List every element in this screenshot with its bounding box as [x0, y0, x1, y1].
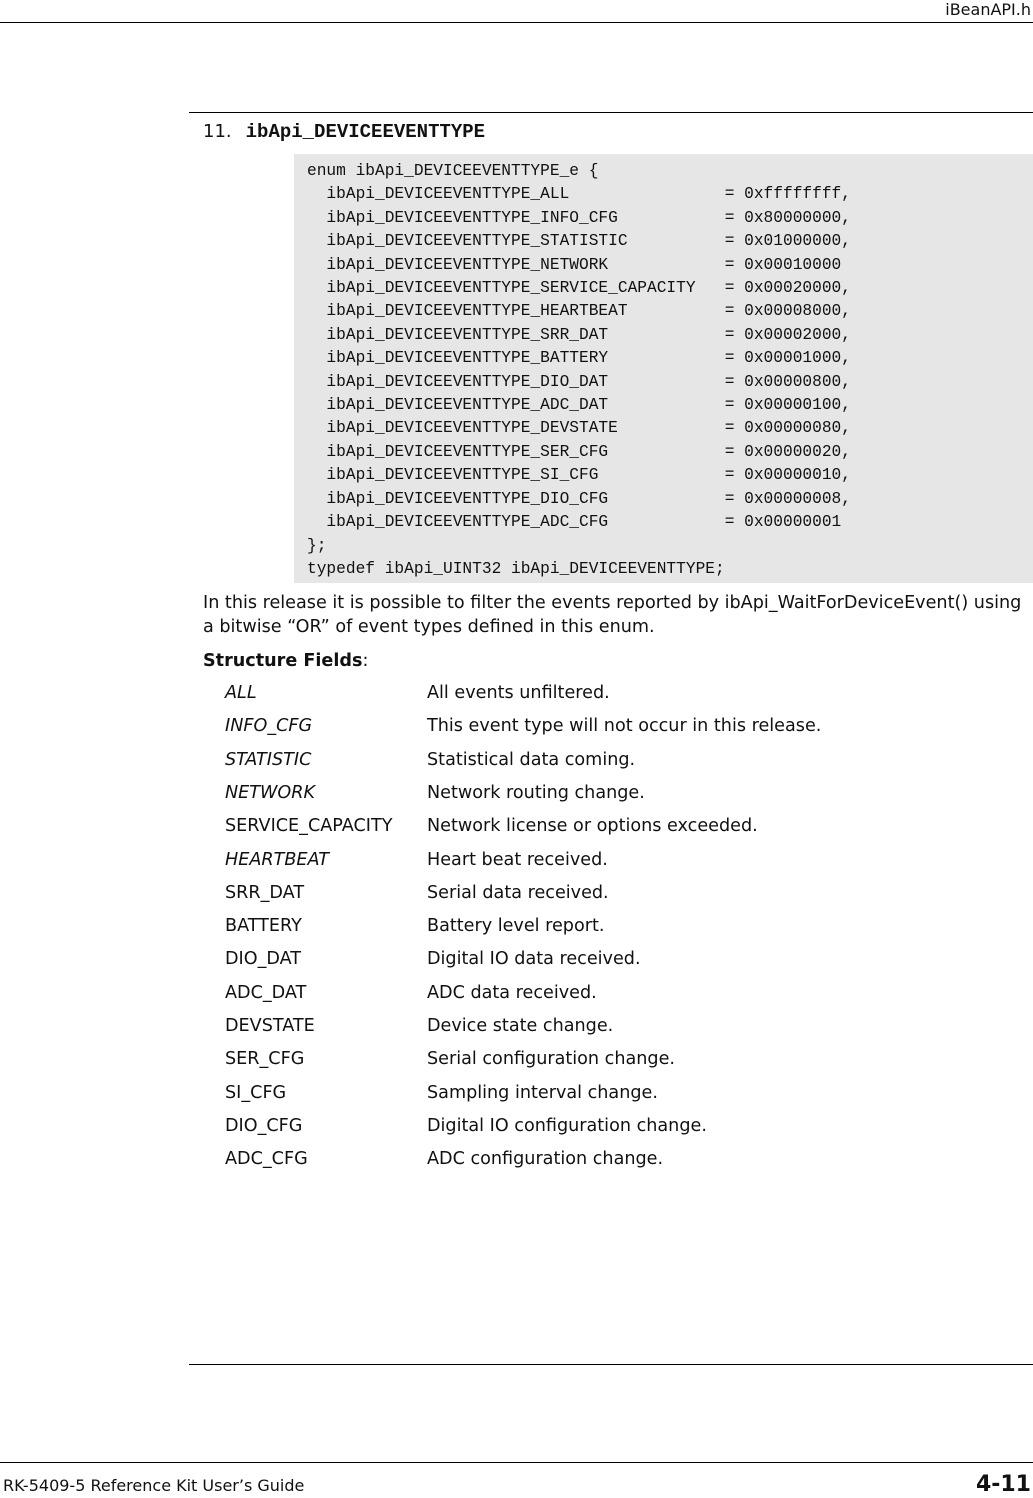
field-description: ADC data received. — [427, 982, 597, 1003]
field-name: SI_CFG — [225, 1082, 287, 1103]
field-name: ALL — [225, 683, 257, 703]
field-row — [225, 748, 1025, 778]
field-name: HEARTBEAT — [225, 849, 330, 870]
field-row — [225, 781, 1025, 811]
field-name: ADC_DAT — [225, 982, 307, 1003]
field-row — [225, 681, 1025, 711]
code-line: ibApi_DEVICEEVENTTYPE_SI_CFG = 0x00000010, — [307, 466, 851, 485]
description-paragraph: In this release it is possible to filter the events reported by ibApi_WaitForDeviceEvent() using a bitwise “OR” of event types defined in this enum. — [203, 593, 1022, 637]
code-line: typedef ibApi_UINT32 ibApi_DEVICEEVENTTYPE; — [307, 559, 725, 578]
field-description: Digital IO configuration change. — [427, 1115, 707, 1136]
code-line: }; — [307, 536, 327, 555]
field-description: All events unfiltered. — [427, 683, 610, 703]
code-line: ibApi_DEVICEEVENTTYPE_STATISTIC = 0x01000000, — [307, 232, 851, 251]
page-number: 4-11 — [975, 1472, 1031, 1497]
field-description: Serial data received. — [427, 882, 609, 903]
code-line: ibApi_DEVICEEVENTTYPE_HEARTBEAT = 0x00008000, — [307, 302, 851, 321]
footer-top-rule — [189, 1364, 1033, 1365]
section-number: 11. — [203, 121, 232, 142]
code-line: ibApi_DEVICEEVENTTYPE_SER_CFG = 0x00000020, — [307, 442, 851, 461]
section-name: ibApi_DEVICEEVENTTYPE — [245, 121, 486, 143]
code-line: enum ibApi_DEVICEEVENTTYPE_e { — [307, 162, 599, 180]
code-line: ibApi_DEVICEEVENTTYPE_ALL = 0xffffffff, — [307, 185, 851, 204]
field-description: Heart beat received. — [427, 849, 608, 870]
field-description: Network routing change. — [427, 782, 645, 803]
field-name: DIO_DAT — [225, 949, 302, 970]
field-name: BATTERY — [225, 916, 302, 937]
field-row — [225, 881, 1025, 911]
footer-guide-title: RK-5409-5 Reference Kit User’s Guide — [3, 1476, 305, 1495]
section-heading — [203, 119, 485, 145]
header-rule — [0, 22, 1033, 23]
section-rule — [189, 112, 1033, 113]
field-description: Digital IO data received. — [427, 949, 641, 970]
field-row — [225, 914, 1025, 944]
code-line: ibApi_DEVICEEVENTTYPE_SRR_DAT = 0x00002000, — [307, 325, 851, 344]
field-row — [225, 947, 1025, 977]
code-line: ibApi_DEVICEEVENTTYPE_INFO_CFG = 0x80000000, — [307, 208, 851, 227]
field-name: INFO_CFG — [225, 716, 313, 737]
code-block — [294, 154, 1033, 583]
code-line: ibApi_DEVICEEVENTTYPE_ADC_DAT = 0x00000100, — [307, 396, 851, 415]
field-description: ADC configuration change. — [427, 1149, 664, 1170]
code-line: ibApi_DEVICEEVENTTYPE_DEVSTATE = 0x00000080, — [307, 419, 851, 438]
code-line: ibApi_DEVICEEVENTTYPE_BATTERY = 0x00001000, — [307, 349, 851, 368]
field-row — [225, 1147, 1025, 1177]
field-row — [225, 1014, 1025, 1044]
field-name: SERVICE_CAPACITY — [225, 816, 393, 837]
field-name: DEVSTATE — [225, 1016, 315, 1036]
field-description: Sampling interval change. — [427, 1082, 658, 1103]
field-row — [225, 814, 1025, 844]
field-name: ADC_CFG — [225, 1149, 308, 1170]
field-row — [225, 1114, 1025, 1144]
field-row — [225, 1047, 1025, 1077]
code-line: ibApi_DEVICEEVENTTYPE_DIO_DAT = 0x00000800, — [307, 372, 851, 391]
field-name: SRR_DAT — [225, 882, 305, 903]
field-description: This event type will not occur in this release. — [427, 716, 822, 737]
code-line: ibApi_DEVICEEVENTTYPE_SERVICE_CAPACITY = 0x00020000, — [307, 279, 851, 298]
code-line: ibApi_DEVICEEVENTTYPE_ADC_CFG = 0x00000001 — [307, 513, 842, 532]
field-name: DIO_CFG — [225, 1115, 303, 1136]
field-description: Serial configuration change. — [427, 1049, 676, 1070]
field-name: SER_CFG — [225, 1049, 305, 1070]
running-header-title: iBeanAPI.h — [945, 0, 1031, 19]
field-row — [225, 981, 1025, 1011]
field-name: NETWORK — [225, 782, 316, 803]
code-line: ibApi_DEVICEEVENTTYPE_NETWORK = 0x00010000 — [307, 255, 842, 274]
field-description: Device state change. — [427, 1016, 614, 1036]
field-row — [225, 1081, 1025, 1111]
field-row — [225, 714, 1025, 744]
field-description: Statistical data coming. — [427, 749, 636, 770]
footer-rule — [0, 1462, 1033, 1463]
structure-fields-heading: Structure Fields — [203, 651, 363, 671]
field-row — [225, 848, 1025, 878]
code-line: ibApi_DEVICEEVENTTYPE_DIO_CFG = 0x00000008, — [307, 489, 851, 508]
structure-fields-colon: : — [362, 651, 369, 671]
field-name: STATISTIC — [225, 749, 312, 770]
structure-fields-label — [203, 649, 368, 673]
field-description: Network license or options exceeded. — [427, 816, 758, 837]
field-description: Battery level report. — [427, 916, 605, 937]
